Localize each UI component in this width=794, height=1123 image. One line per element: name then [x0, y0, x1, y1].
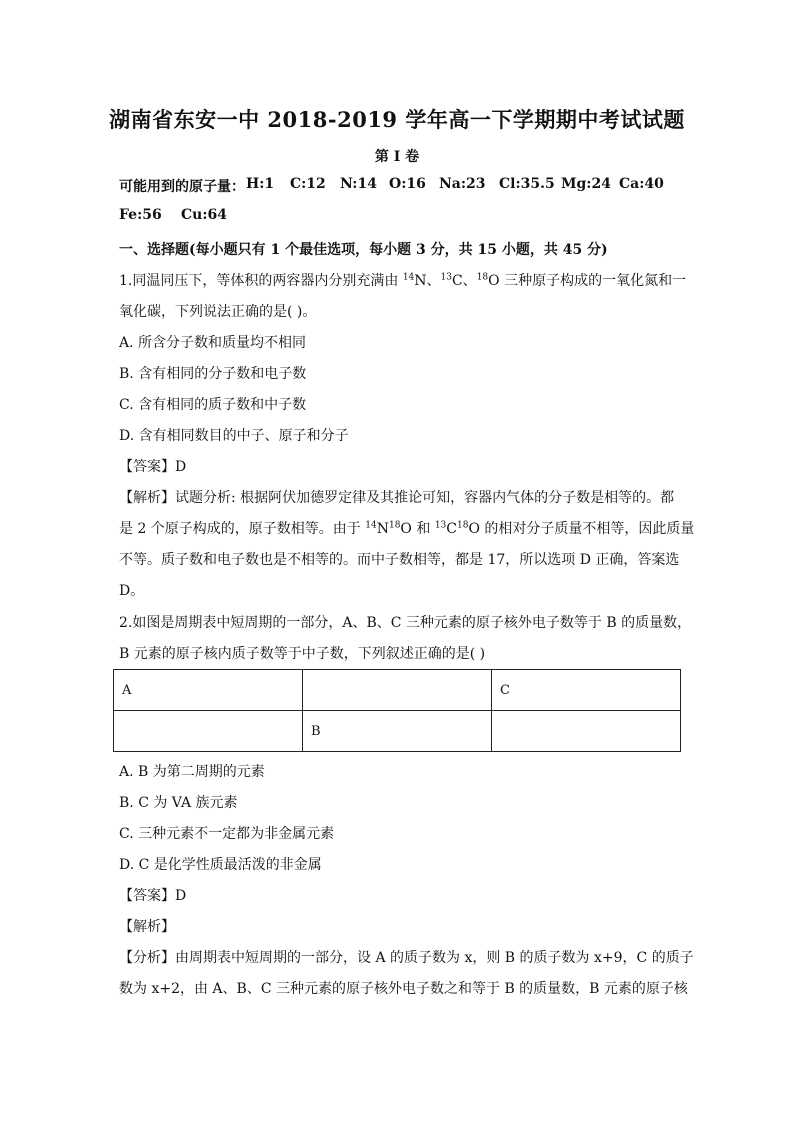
q1-answer: 【答案】D: [119, 459, 187, 475]
q2-option-a: A. B 为第二周期的元素: [119, 764, 265, 780]
table-cell: [114, 711, 303, 752]
q2-analysis-line-1: 【分析】由周期表中短周期的一部分，设 A 的质子数为 x，则 B 的质子数为 x+9，C 的质子: [119, 950, 694, 966]
atomic-mass-item: Fe:56: [119, 207, 162, 223]
q1-stem-line-2: 氧化碳，下列说法正确的是( )。: [119, 304, 317, 320]
table-row: [114, 711, 681, 752]
page-title: 湖南省东安一中 2018-2019 学年高一下学期期中考试试题: [109, 107, 685, 132]
table-cell: B: [303, 711, 492, 752]
periodic-table-fragment: [113, 669, 681, 752]
q1-option-a: A. 所含分子数和质量均不相同: [119, 335, 307, 351]
atomic-mass-item: C:12: [290, 176, 326, 192]
q2-stem-line-1: 2.如图是周期表中短周期的一部分，A、B、C 三种元素的原子核外电子数等于 B 的质量数，: [119, 615, 692, 631]
table-cell: [303, 670, 492, 711]
table-cell: C: [492, 670, 681, 711]
q1-option-c: C. 含有相同的质子数和中子数: [119, 397, 307, 413]
atomic-mass-item: H:1: [246, 176, 275, 192]
atomic-mass-item: Na:23: [439, 176, 486, 192]
volume-label: 第 I 卷: [374, 149, 420, 165]
q1-option-b: B. 含有相同的分子数和电子数: [119, 366, 307, 382]
table-row: [114, 670, 681, 711]
q1-analysis-line-3: 不等。质子数和电子数也是不相等的。而中子数相等，都是 17，所以选项 D 正确，答案选: [119, 552, 680, 568]
table-cell: A: [114, 670, 303, 711]
atomic-mass-item: N:14: [340, 176, 377, 192]
section-heading: 一、选择题(每小题只有 1 个最佳选项，每小题 3 分，共 15 小题，共 45 分): [119, 242, 608, 258]
table-cell: [492, 711, 681, 752]
atomic-mass-item: O:16: [389, 176, 426, 192]
q1-analysis-line-4: D。: [119, 583, 145, 599]
atomic-mass-item: Cl:35.5: [499, 176, 555, 192]
q2-analysis-heading: 【解析】: [119, 919, 175, 935]
q2-answer: 【答案】D: [119, 888, 187, 904]
q1-stem-line-1: 1.同温同压下，等体积的两容器内分别充满由 $^{14}$N、$^{13}$C、$^{18}$O 三种原子构成的一氧化氮和一: [119, 272, 687, 289]
q2-option-b: B. C 为 VA 族元素: [119, 795, 238, 811]
q1-analysis-line-1: 【解析】试题分析: 根据阿伏加德罗定律及其推论可知，容器内气体的分子数是相等的。都: [119, 490, 675, 506]
q2-option-c: C. 三种元素不一定都为非金属元素: [119, 826, 335, 842]
atomic-mass-item: Cu:64: [181, 207, 227, 223]
q2-option-d: D. C 是化学性质最活泼的非金属: [119, 857, 322, 873]
atomic-mass-item: Mg:24: [561, 176, 611, 192]
atomic-mass-item: Ca:40: [619, 176, 664, 192]
q1-option-d: D. 含有相同数目的中子、原子和分子: [119, 428, 349, 444]
q2-stem-line-2: B 元素的原子核内质子数等于中子数，下列叙述正确的是( ): [119, 646, 486, 662]
atomic-mass-label: 可能用到的原子量：: [119, 179, 245, 195]
q1-analysis-line-2: 是 2 个原子构成的，原子数相等。由于 $^{14}N^{18}O$ 和 $^{13}C^{18}O$ 的相对分子质量不相等，因此质量: [119, 520, 695, 537]
q2-analysis-line-2: 数为 x+2，由 A、B、C 三种元素的原子核外电子数之和等于 B 的质量数，B 元素的原子核: [119, 981, 688, 997]
